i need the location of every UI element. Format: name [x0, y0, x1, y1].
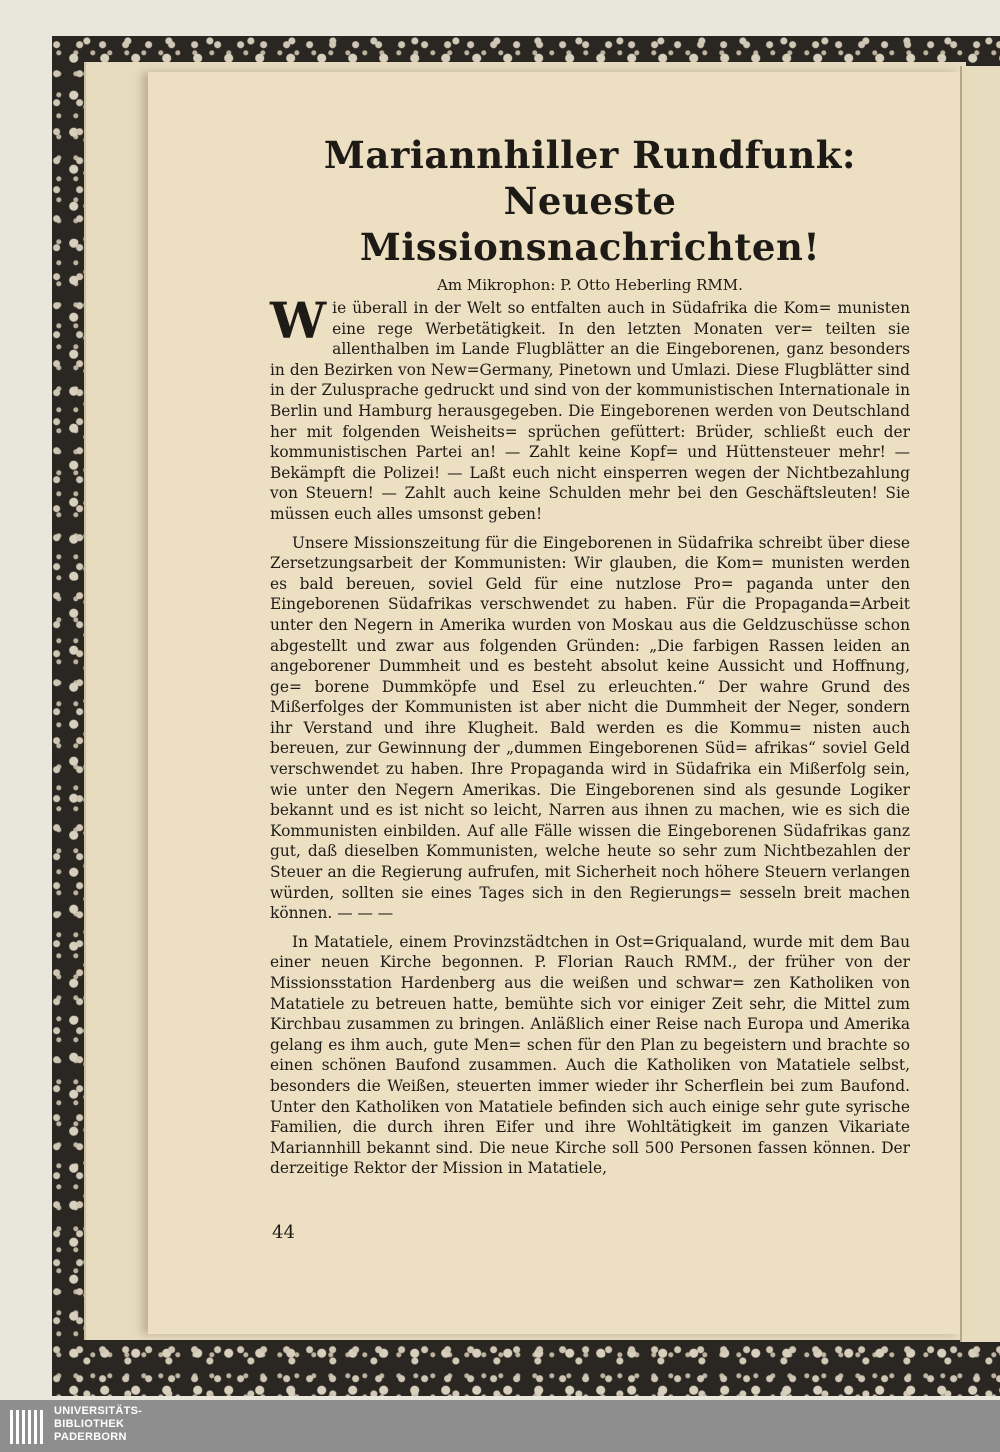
- library-footer: [0, 1400, 1000, 1452]
- article-byline: Am Mikrophon: P. Otto Heberling RMM.: [437, 276, 743, 294]
- paragraph-3: In Matatiele, einem Provinzstädtchen in Ost=Griqualand, wurde mit dem Bau einer neuen Kirche begonnen. P. Florian Rauch RMM., der früher von der Missionsstation Hardenberg aus die weißen und schwar= zen Katholiken von Matatiele zu betreuen hatte, bemühte sich vor einiger Zeit sehr, die Mittel zum Kirchbau zusammen zu bringen. Anläßlich einer Reise nach Europa und Amerika gelang es ihm auch, gute Men= schen für den Plan zu begeistern und brachte so einen schönen Baufond zusammen. Auch die Katholiken von Matatiele selbst, besonders die Weißen, steuerten immer wieder ihr Scherflein bei zum Baufond. Unter den Katholiken von Matatiele befinden sich auch einige sehr gute syrische Familien, die durch ihren Eifer und ihre Wohltätigkeit im ganzen Vikariate Mariannhill bekannt sind. Die neue Kirche soll 500 Personen fassen können. Der derzeitige Rektor der Mission in Matatiele,: [270, 932, 910, 1178]
- paragraph-2: Unsere Missionszeitung für die Eingeborenen in Südafrika schreibt über diese Zersetzungsarbeit der Kommunisten: Wir glauben, die Kom= munisten werden es bald bereuen, soviel Geld für eine nutzlose Pro= paganda unter den Eingeborenen Südafrikas verschwendet zu haben. Für die Propaganda=Arbeit unter den Negern in Amerika wurden von Moskau aus die Geldzuschüsse schon abgestellt und zwar aus folgenden Gründen: „Die farbigen Rassen leiden an angeborener Dummheit und es besteht absolut keine Aussicht und Hoffnung, ge= borene Dummköpfe und Esel zu erleuchten.“ Der wahre Grund des Mißerfolges der Kommunisten ist aber nicht die Dummheit der Neger, sondern ihr Verstand und ihre Klugheit. Bald werden es die Kommu= nisten auch bereuen, zur Gewinnung der „dummen Eingeborenen Süd= afrikas“ soviel Geld verschwendet zu haben. Ihre Propaganda wird in Südafrika ein Mißerfolg sein, wie unter den Negern Amerikas. Die Eingeborenen sind als gesunde Logiker bekannt und es ist nicht so leicht, Narren aus ihnen zu machen, wie es sich die Kommunisten einbilden. Auf alle Fälle wissen die Eingeborenen Südafrikas ganz gut, daß dieselben Kommunisten, welche heute so sehr zum Nichtbezahlen der Steuer an die Regierung aufrufen, mit Sicherheit noch höhere Steuern verlangen würden, sollten sie eines Tages sich in den Regierungs= sesseln breit machen können. — — —: [270, 533, 910, 923]
- facing-page-edge: [960, 66, 1000, 1342]
- article: [270, 132, 910, 1179]
- library-logo-icon: [6, 1404, 48, 1448]
- paragraph-1-text: ie überall in der Welt so entfalten auch in Südafrika die Kom= munisten eine rege Werbetätigkeit. In den letzten Monaten ver= teilten sie allenthalben im Lande Flugblätter an die Eingeborenen, ganz besonders in den Bezirken von New=Germany, Pinetown und Umlazi. Diese Flugblätter sind in der Zulusprache gedruckt und sind von der kommunistischen Internationale in Berlin und Hamburg herausgegeben. Die Eingeborenen werden von Deutschland her mit folgenden Weisheits= sprüchen gefüttert: Brüder, schließt euch der kommunistischen Partei an! — Zahlt keine Kopf= und Hüttensteuer mehr! — Bekämpft die Polizei! — Laßt euch nicht einsperren wegen der Nichtbezahlung von Steuern! — Zahlt auch keine Schulden mehr bei den Geschäftsleuten! Sie müssen euch alles umsonst geben!: [270, 299, 910, 523]
- article-title: Mariannhiller Rundfunk: Neueste Missionsnachrichten!: [323, 133, 857, 269]
- library-name-line-1: UNIVERSITÄTS-: [54, 1405, 143, 1417]
- page-number: 44: [272, 1222, 295, 1243]
- paragraph-1: [270, 291, 910, 525]
- drop-cap: W: [270, 291, 327, 350]
- library-name: [54, 1405, 142, 1444]
- library-name-line-3: PADERBORN: [54, 1431, 127, 1443]
- library-name-line-2: BIBLIOTHEK: [54, 1418, 125, 1430]
